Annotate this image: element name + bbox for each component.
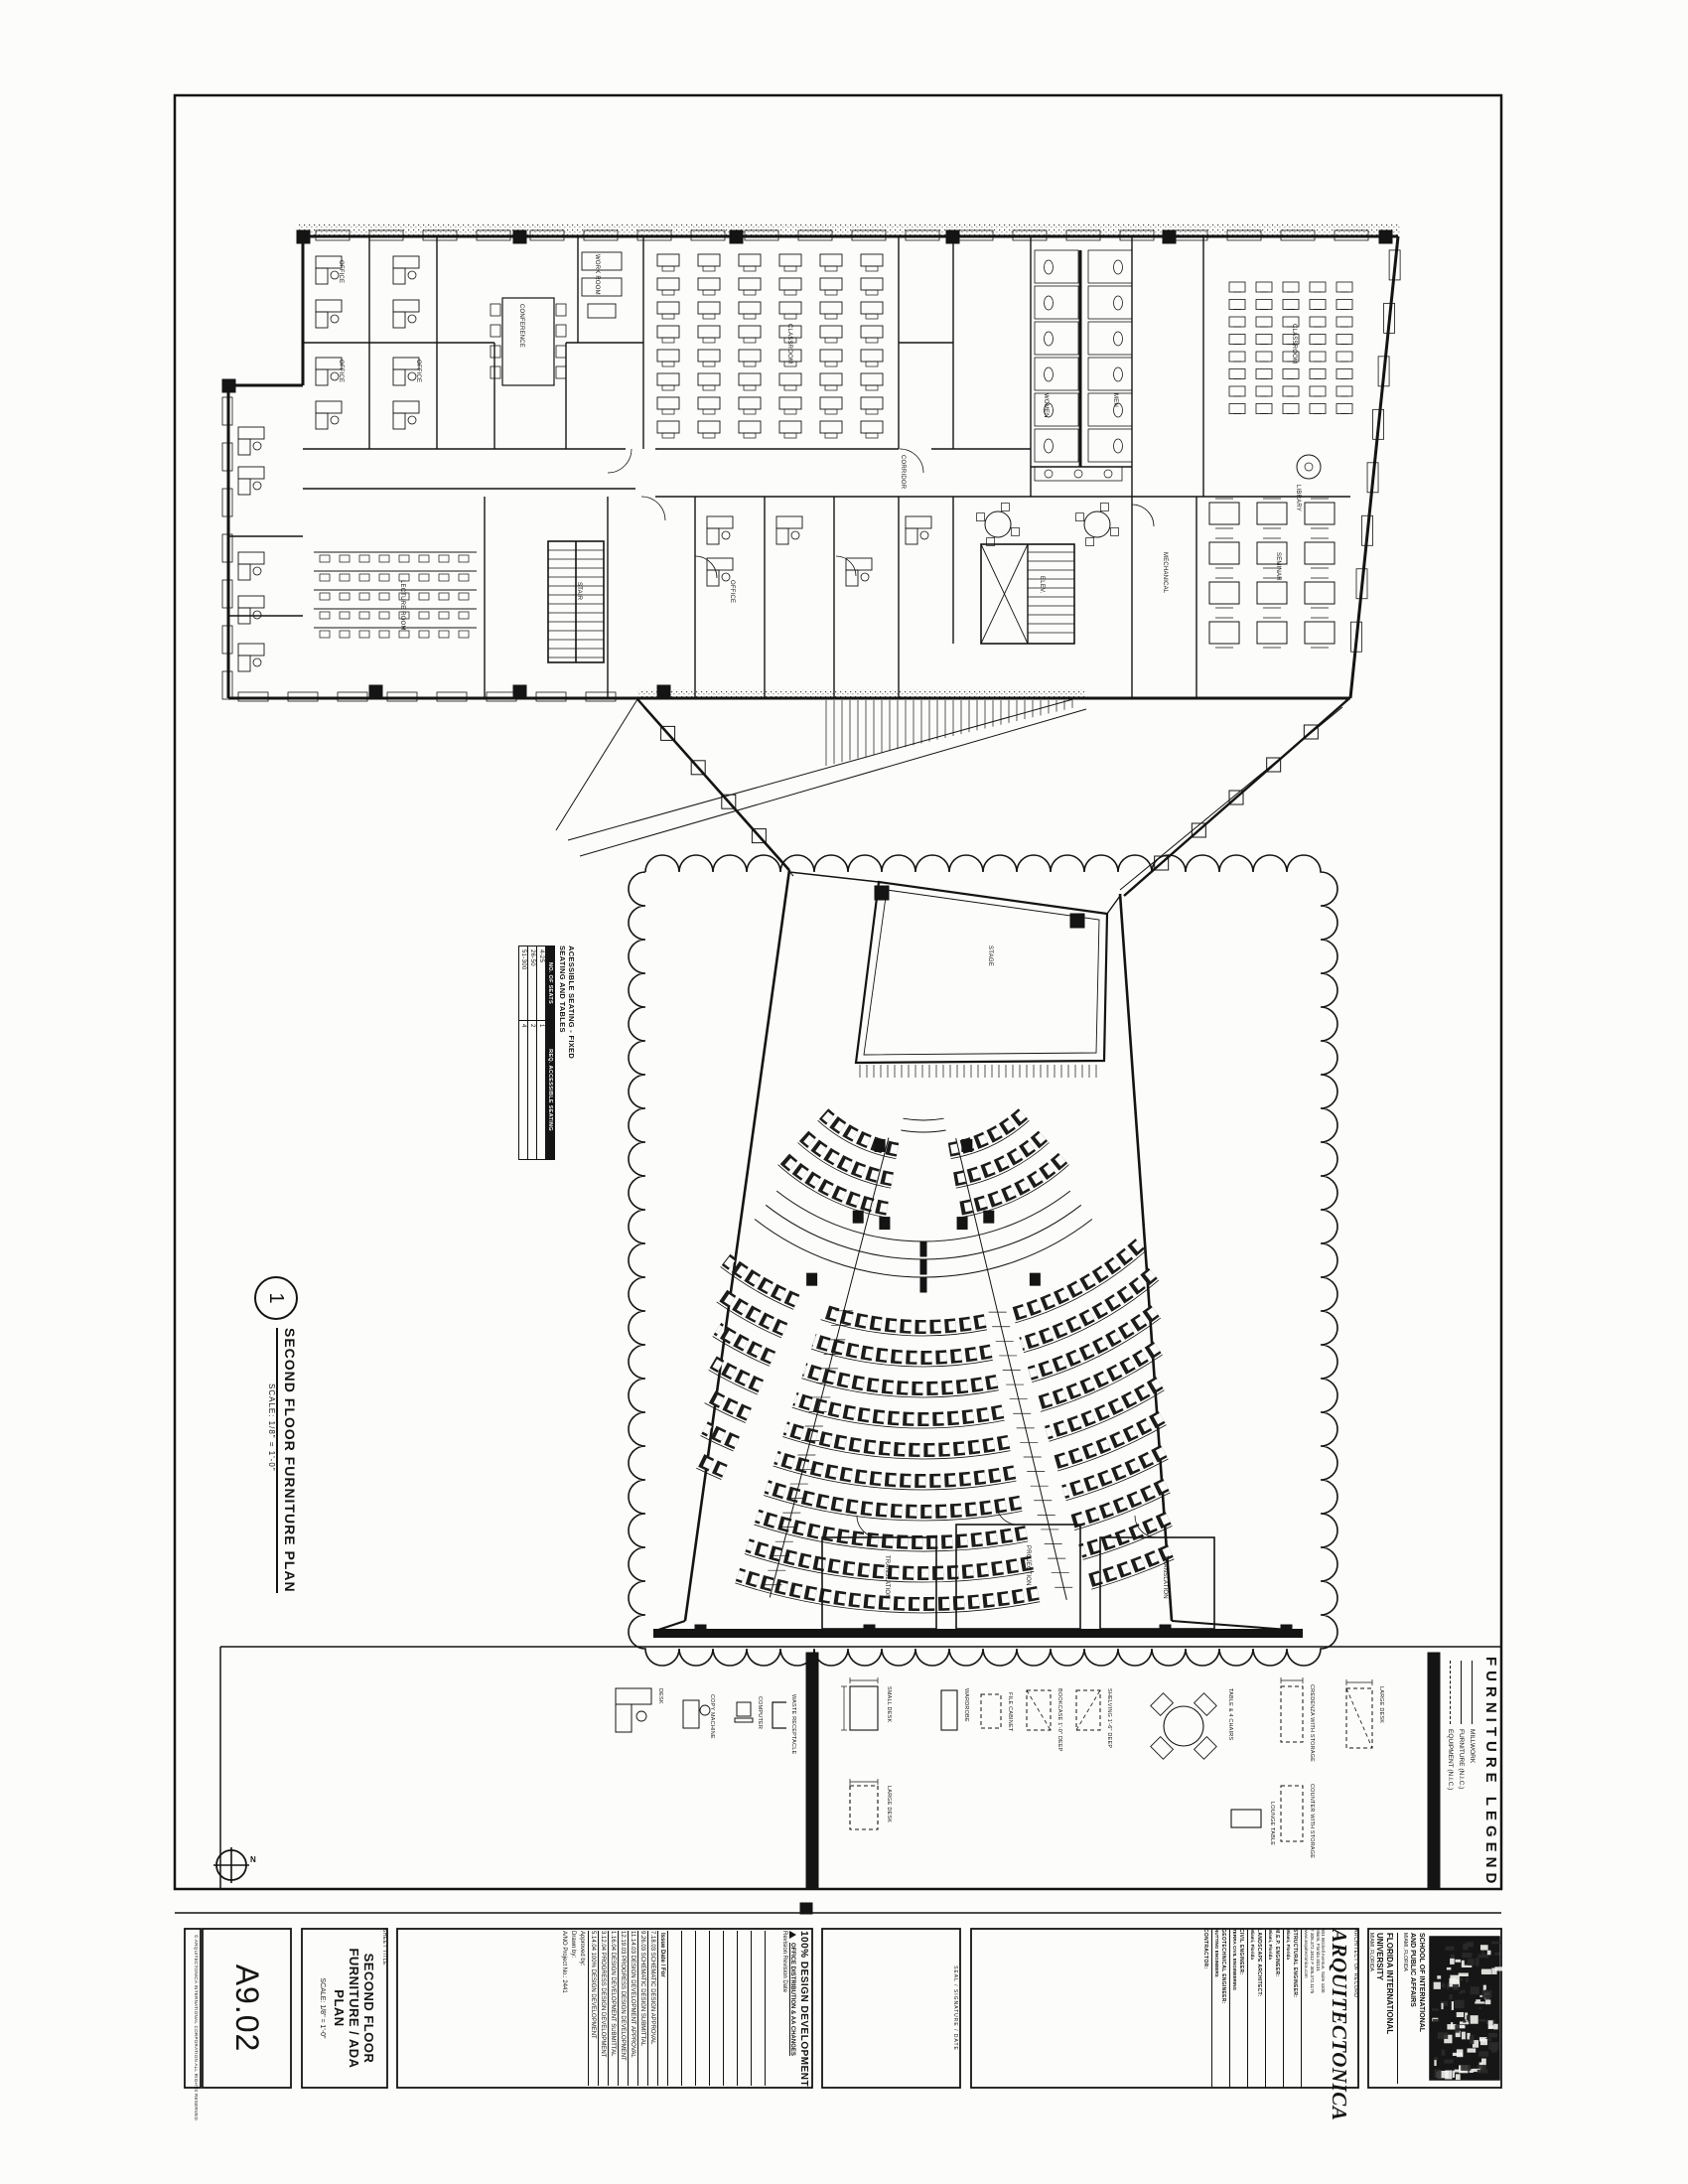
consultant-firm: Miami, Florida [1250,1929,1256,1960]
room-label: CONFERENCE [518,304,524,349]
north-label: N [250,1855,256,1864]
architect-of-record-label: ARCHITECT OF RECORD [1352,1929,1358,1998]
legend-symbol-label: COUNTER WITH STORAGE [1309,1784,1315,1859]
sheet-scale: SCALE: 1/8" = 1'-0" [319,1977,327,2039]
consultant-firm: Miami, Florida [1286,1929,1292,1960]
ada-table-title-2: SEATING AND TABLES [558,946,567,1033]
sheet-title-2: FURNITURE / ADA [347,1948,362,2069]
legend-symbol-label: BOOKCASE 1'-0" DEEP [1056,1688,1062,1752]
table-row: 51-300 4 [519,946,528,1160]
revision-label: Revision Revision Date [781,1931,787,1993]
consultant-label: LANDSCAPE ARCHITECT: [1255,1929,1262,1997]
room-label: WORK ROOM [594,254,600,295]
consultant-label: M.E.P. ENGINEER: [1273,1929,1280,1977]
sheet-border [175,95,1501,2121]
issue-row: 1.16.04 DESIGN DEVELOPMENT SUBMITTAL [608,1931,618,2086]
plan-scale: SCALE: 1/8" = 1'-0" [267,1383,276,1472]
ada-col-req: REQ. ACCESSIBLE SEATING [546,1021,555,1160]
legend-key-row: EQUIPMENT (N.I.C.) [1445,1661,1456,1885]
room-label: CORRIDOR [900,455,906,490]
consultant-firm: Miami, Florida [1268,1929,1274,1960]
legend-symbol-label: SHELVING 1'-6" DEEP [1106,1688,1112,1749]
room-label: STAGE [987,946,993,966]
legend-symbol-label: WARDROBE [963,1688,969,1722]
plan-title: SECOND FLOOR FURNITURE PLAN [282,1328,298,1593]
room-label: CLASSROOM [1291,324,1297,364]
issue-row: 7.18.03 SCHEMATIC DESIGN APPROVAL [647,1931,657,2086]
legend-symbol-label: COPY MACHINE [709,1694,715,1739]
room-label: LIBRARY [1295,485,1301,511]
issue-row: 5.14.04 100% DESIGN DEVELOPMENT [588,1931,598,2086]
legend-key-row: FURNITURE (N.I.C.) [1456,1661,1467,1885]
issue-row: 3.12.04 PROGRESS DESIGN DEVELOPMENT [598,1931,608,2086]
legend-symbol-label: COMPUTER [757,1696,763,1730]
table-row: 26-50 2 [528,946,537,1160]
approved-by: Approved by: [579,1931,585,1966]
project-number: A/NO Project No.: 2441 [561,1931,567,1993]
legend-symbol-label: SMALL DESK [886,1686,892,1723]
legend-symbol-label: FILE CABINET [1007,1692,1013,1732]
sheet-title-label: SHEET TITLE [381,1929,387,1966]
sheet-title-3: PLAN [332,1989,348,2027]
room-label: TRANSLATION [884,1555,890,1599]
room-label: OFFICE [415,360,421,383]
legend-symbol-label: LARGE DESK [1378,1686,1384,1724]
consultants-block: ARCHITECT OF RECORD ARQUITECTONICA 801 Brickell Avenue, Suite 1100 Miami, Florida 33131 T 305.372.1812 F 305.372.1175 www.arquitectonica.com STRUCTURAL ENGINEER: Miami, Florida M.E.P. ENGINEER: Miami, Florida LANDSCAPE ARCHITECT: Miami, Florida CIVIL ENGINEER: TERRA CIVIL ENGINEERING GEOTECHNICAL ENGINEER: NUTTING ENGINEERS CONTRACTOR: [1201,1929,1358,2121]
architect-name: ARQUITECTONICA [1327,1929,1351,2121]
north-arrow-icon [213,1847,249,1883]
issue-row: 11.14.03 DESIGN DEVELOPMENT APPROVAL [628,1931,637,2086]
legend-symbol-label: LOUNGE TABLE [1269,1802,1275,1846]
second-floor-plan [222,224,1400,701]
room-label: ELEV. [1039,576,1045,594]
consultant-label: STRUCTURAL ENGINEER: [1291,1929,1298,1998]
furniture-legend-title: FURNITURE LEGEND [1482,1657,1499,1889]
sheet-title-1: SECOND FLOOR [361,1953,376,2064]
room-label: WOMEN [1043,393,1049,418]
room-label: MECHANICAL [1162,552,1168,594]
room-label: PROJECTION [1025,1545,1031,1586]
room-label: LECTURE ROOM [399,580,405,631]
sheet-number: A9.02 [229,1964,265,2053]
client-name: FLORIDA INTERNATIONAL UNIVERSITY [1374,1933,1399,2084]
project-name-1: SCHOOL OF INTERNATIONAL [1418,1933,1425,2033]
ada-table-title-1: ACESSIBLE SEATING - FIXED [567,946,576,1060]
consultant-firm: NUTTING ENGINEERS [1214,1929,1220,1977]
legend-symbol-label: LARGE DESK [886,1786,892,1823]
room-label: OFFICE [338,260,344,284]
seal-box: SEAL / SIGNATURE / DATE [952,1966,958,2051]
issue-row: 9.26.03 SCHEMATIC DESIGN SUBMITTAL [637,1931,647,2086]
auditorium-plan [556,697,1348,1638]
room-label: OFFICE [338,360,344,383]
phase-label: 100% DESIGN DEVELOPMENT [798,1931,809,2088]
issue-header: Issue Date / For [657,1931,667,2086]
furniture-legend-symbols [616,1677,1372,1841]
room-label: CLASSROOM [786,324,792,364]
ada-col-seats: NO. OF SEATS [546,946,555,1021]
office-note: OFFICE DISTRIBUTION & AA CHANGES [788,1929,796,2088]
table-row: 4-25 1 [537,946,546,1160]
consultant-label: CONTRACTOR: [1201,1929,1208,1969]
room-label: STAIR [576,582,582,601]
consultant-label: GEOTECHNICAL ENGINEER: [1219,1929,1226,2004]
legend-symbol-label: WASTE RECEPTACLE [790,1694,796,1755]
room-label: OFFICE [729,580,735,604]
callout-number: 1 [265,1292,288,1304]
drawn-by: Drawn by: [570,1931,576,1959]
issue-row: 12.19.03 PROGRESS DESIGN DEVELOPMENT [618,1931,628,2086]
legend-symbol-label: TABLE & 4 CHAIRS [1227,1688,1233,1741]
room-label: SEMINAR [1275,552,1281,581]
project-photo [1430,1937,1502,2080]
client-location: MIAMI, FLORIDA [1367,1933,1374,1971]
project-location: MIAMI, FLORIDA [1401,1933,1408,1971]
copyright-note: © ARQUITECTONICA INTERNATIONAL CORPORATION ALL RIGHTS RESERVED [194,1935,199,2121]
consultant-firm: TERRA CIVIL ENGINEERING [1232,1929,1238,1991]
legend-symbol-label: CREDENZA WITH STORAGE [1309,1684,1315,1763]
room-label: TRANSLATION [1162,1555,1168,1599]
project-name-2: AND PUBLIC AFFAIRS [1408,1933,1416,2007]
room-label: MEN [1112,393,1118,407]
consultant-label: CIVIL ENGINEER: [1237,1929,1244,1975]
legend-key-row: MILLWORK [1467,1661,1477,1885]
architect-address: 801 Brickell Avenue, Suite 1100 [1321,1929,1327,1993]
legend-symbol-label: DESK [657,1688,663,1704]
